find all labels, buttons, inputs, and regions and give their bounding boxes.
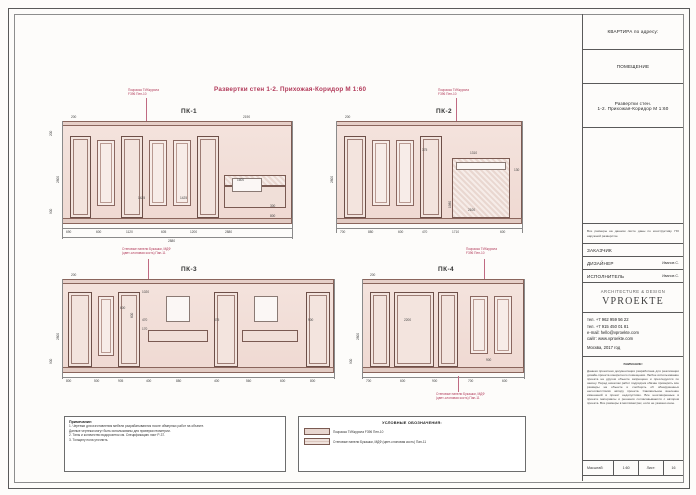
pk3-cornice — [62, 279, 334, 284]
pk2-callout-leader — [456, 98, 457, 121]
pk1-door-3 — [197, 136, 219, 218]
brand-subtitle: ARCHITECTURE & DESIGN — [600, 288, 666, 294]
dimensions-note: Все размеры на данном листе даны по конструктиву. ПО наружной разверстке — [587, 229, 679, 238]
title-block — [582, 14, 683, 481]
pk4-door-left — [370, 292, 390, 367]
scale-value: 1:60 — [622, 465, 630, 470]
legend-label-0: Покраска ТИКкурила F396 Пен-10 — [333, 429, 384, 434]
legend-swatch-panel — [304, 438, 330, 445]
pk2-door-left — [344, 136, 366, 218]
website[interactable]: сайт: www.vproekte.com — [587, 336, 634, 342]
pk3-console — [148, 330, 208, 342]
executor-label: ИСПОЛНИТЕЛЬ — [587, 273, 625, 279]
notes-line-3: 2. Типы и количество водорозеток см. Спецификацию лист Р-37. — [69, 433, 166, 438]
elevation-pk3-label: ПК-3 — [181, 266, 198, 273]
notes-line-4: 3. Толщину пола уточнить. — [69, 437, 109, 442]
designer-value: Иванов С. — [662, 260, 679, 265]
pk4-door-right — [438, 292, 458, 367]
pk4-baseboard — [362, 367, 524, 373]
pk3-door-3 — [214, 292, 238, 367]
pk1-callout-leader — [146, 98, 147, 121]
legend-header: УСЛОВНЫЕ ОБОЗНАЧЕНИЯ: — [382, 420, 442, 425]
pk1-door-2 — [121, 136, 143, 218]
elevation-pk4-label: ПК-4 — [438, 266, 455, 273]
customer-label: ЗАКАЗЧИК — [587, 247, 612, 253]
pk2-callout: Покраска ТИКкурила F396 Пен-10 — [438, 88, 469, 96]
brand-name: VPROEKTE — [602, 295, 664, 307]
designer-label: ДИЗАЙНЕР — [587, 260, 614, 266]
pk4-panel-1 — [470, 296, 488, 354]
pk3-door-2 — [118, 292, 140, 367]
pk3-door-4 — [306, 292, 330, 367]
drawing-area: Развертки стен 1-2. Прихожая-Коридор М 1:60 ПК-1 Покраска ТИКкурила F396 Пен-10 200 2190 1600 1425 1425 300 800 2800 200 900 690 600 1120 605 1200 2880 2880 ПК-2 Покраска ТИКкурила F396 Пен-10 200 375 1310 130 2100 2800 1980 700 880 600 470 1710 600 ПК-3 Стеновые панели Букашки, МДФ (цвет-слоновая кость) Пан-11 200 1020 600 470 170 475 900 2800 900 600 800 500 905 400 880 400 560 600 800 ПК-4 Покраска ТИКкурила F396 Пен-10 200 2200 900 2800 900 700 600 900 700 600 Стеновые панели Букашки, МДФ (цвет-слоновая кость) Пан-11 Примечание: 1. Чертежи для изготовления мебели разрабатываются после обмерных работ на объекте. Данные чертежи могут быть использованы для проверки геометрии. 2. Типы и количество водорозеток см. Спецификацию лист Р-37. 3. Толщину пола уточнить. УСЛОВНЫЕ ОБОЗНАЧЕНИЯ: Покраска ТИКкурила F396 Пен-10 Стеновые панели Букашки, МДФ (цвет-слоновая кость) Пан-11 — [18, 18, 578, 477]
legend-item-0 — [304, 428, 520, 435]
notes-line-2: Данные чертежи могут быть использованы для проверки геометрии. — [69, 428, 171, 433]
notes-line-1: 1. Чертежи для изготовления мебели разрабатываются после обмерных работ на объекте. — [69, 424, 205, 428]
pk2-baseboard — [336, 218, 522, 224]
pk4-door-double — [394, 292, 434, 367]
pk1-panel-1 — [97, 140, 115, 206]
legend-item-1 — [304, 438, 520, 445]
scale-label: Масштаб: — [587, 465, 604, 470]
notes-box — [64, 416, 286, 472]
pk3-mirror-1 — [166, 296, 190, 322]
pk3-callout-leader — [148, 259, 149, 279]
pk1-baseboard — [62, 218, 292, 224]
pk1-callout: Покраска ТИКкурила F396 Пен-10 — [128, 88, 159, 96]
legend-box — [298, 416, 526, 472]
pk3-callout: Стеновые панели Букашки, МДФ (цвет-слоновая кость) Пан-11 — [122, 247, 171, 255]
pk4-callout-top: Покраска ТИКкурила F396 Пен-10 — [466, 247, 497, 255]
elevation-pk1-label: ПК-1 — [181, 108, 198, 115]
email[interactable]: e-mail: hello@vproekte.com — [587, 329, 639, 335]
pk2-cornice — [336, 121, 522, 126]
disclaimer-text: Данная проектная документация разработана для реализации дизайн-проекта конкретного помещения. Любое использование проекта на другом объекте запрещено и преследуется по закону. Перед началом работ подрядчик обязан проверить все размеры на объекте и сообщить об обнаруженных несоответствиях автору проекта. Самовольное внесение изменений в проект недопустимо. Все неоговоренные в проекте материалы и решения согласовываются с автором проекта. Все размеры в миллиметрах, если не указано иное. — [587, 369, 679, 406]
apartment-address-label: КВАРТИРА по адресу: — [607, 29, 659, 34]
pk3-bench — [242, 330, 298, 342]
notes-header: Примечание: — [69, 420, 93, 424]
phone-2: тел. +7 915 450 01 81 — [587, 323, 629, 329]
executor-value: Иванов С. — [662, 273, 679, 278]
pk3-panel-1 — [98, 296, 114, 356]
pk3-baseboard — [62, 367, 334, 373]
pk4-callout-bottom-leader — [458, 376, 459, 392]
pk2-panel-1 — [372, 140, 390, 206]
main-heading: Развертки стен 1-2. Прихожая-Коридор М 1:60 — [214, 86, 367, 93]
pk4-panel-2 — [494, 296, 512, 354]
pk2-panel-2 — [396, 140, 414, 206]
legend-label-1: Стеновые панели Букашки, МДФ (цвет-слоновая кость) Пан-11 — [333, 439, 427, 444]
sheet-title-line1: Развертки стен. — [614, 100, 652, 106]
pk4-callout-top-leader — [484, 259, 485, 279]
pk2-wardrobe-top — [456, 162, 506, 170]
city-year: Москва, 2017 год — [587, 345, 621, 351]
sheet-value: 16 — [671, 465, 676, 470]
pk4-cornice — [362, 279, 524, 284]
legend-swatch-paint — [304, 428, 330, 435]
phone-1: тел. +7 962 959 56 22 — [587, 317, 629, 323]
pk4-callout-bottom: Стеновые панели Букашки, МДФ (цвет-слоновая кость) Пан-11 — [436, 392, 485, 400]
sheet-label: Лист: — [646, 465, 656, 470]
pk3-mirror-2 — [254, 296, 278, 322]
pk1-door-left — [70, 136, 91, 218]
elevation-pk2-label: ПК-2 — [436, 108, 453, 115]
pk3-door-left — [68, 292, 92, 367]
disclaimer-title: ВНИМАНИЕ! — [623, 362, 643, 366]
room-label: ПОМЕЩЕНИЕ — [616, 64, 650, 69]
sheet-title-line2: 1-2. Прихожая-Коридор М 1:60 — [597, 105, 669, 111]
pk1-cornice — [62, 121, 292, 126]
pk1-panel-2 — [149, 140, 167, 206]
